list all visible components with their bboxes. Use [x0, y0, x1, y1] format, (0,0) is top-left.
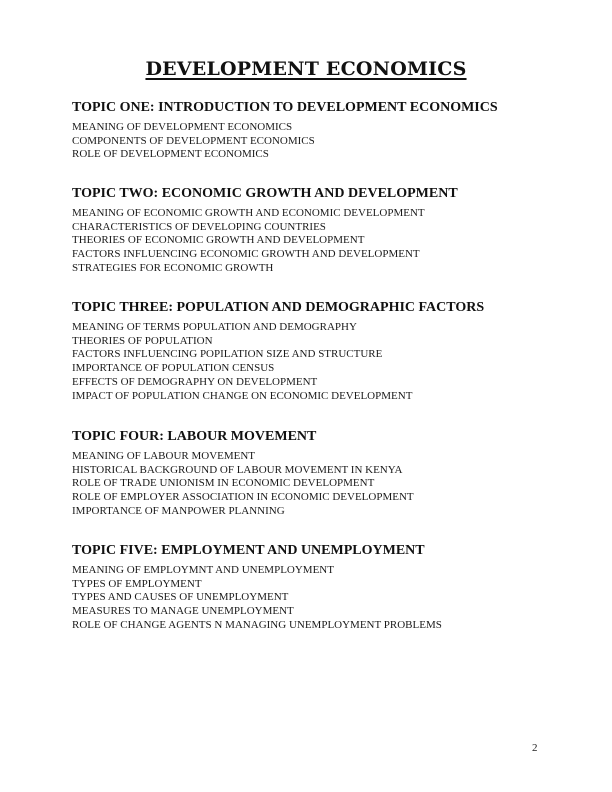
topic-heading: TOPIC THREE: POPULATION AND DEMOGRAPHIC FACTORS	[72, 300, 485, 315]
list-item: COMPONENTS OF DEVELOPMENT ECONOMICS	[72, 134, 315, 147]
topic-one	[72, 100, 498, 162]
list-item: THEORIES OF ECONOMIC GROWTH AND DEVELOPMENT	[72, 234, 365, 247]
list-item: HISTORICAL BACKGROUND OF LABOUR MOVEMENT IN KENYA	[72, 463, 403, 476]
list-item: ROLE OF DEVELOPMENT ECONOMICS	[72, 148, 269, 161]
topic-items	[72, 450, 414, 519]
topic-items	[72, 207, 458, 276]
list-item: TYPES OF EMPLOYMENT	[72, 577, 202, 590]
list-item: MEANING OF TERMS POPULATION AND DEMOGRAPHY	[72, 321, 357, 333]
list-item: MEANING OF ECONOMIC GROWTH AND ECONOMIC DEVELOPMENT	[72, 207, 425, 219]
topic-four	[72, 429, 414, 519]
topic-two	[72, 186, 458, 276]
list-item: IMPORTANCE OF POPULATION CENSUS	[72, 362, 275, 375]
list-item: MEASURES TO MANAGE UNEMPLOYMENT	[72, 605, 294, 618]
topic-heading: TOPIC ONE: INTRODUCTION TO DEVELOPMENT ECONOMICS	[72, 100, 498, 115]
topic-heading: TOPIC FIVE: EMPLOYMENT AND UNEMPLOYMENT	[72, 543, 425, 558]
list-item: IMPACT OF POPULATION CHANGE ON ECONOMIC DEVELOPMENT	[72, 389, 413, 402]
list-item: IMPORTANCE OF MANPOWER PLANNING	[72, 504, 285, 517]
topic-items	[72, 564, 442, 633]
page-title: DEVELOPMENT ECONOMICS	[145, 57, 467, 80]
list-item: STRATEGIES FOR ECONOMIC GROWTH	[72, 261, 274, 274]
list-item: MEANING OF DEVELOPMENT ECONOMICS	[72, 121, 293, 133]
list-item: MEANING OF LABOUR MOVEMENT	[72, 450, 256, 462]
topic-items	[72, 121, 498, 162]
topic-heading: TOPIC FOUR: LABOUR MOVEMENT	[72, 429, 317, 444]
list-item: FACTORS INFLUENCING ECONOMIC GROWTH AND DEVELOPMENT	[72, 248, 420, 261]
list-item: ROLE OF TRADE UNIONISM IN ECONOMIC DEVELOPMENT	[72, 477, 375, 490]
topic-heading: TOPIC TWO: ECONOMIC GROWTH AND DEVELOPMENT	[72, 186, 458, 201]
list-item: THEORIES OF POPULATION	[72, 334, 213, 347]
list-item: ROLE OF CHANGE AGENTS N MANAGING UNEMPLOYMENT PROBLEMS	[72, 618, 442, 631]
page-number: 2	[532, 742, 538, 754]
topic-five	[72, 543, 442, 633]
topic-three	[72, 300, 484, 403]
list-item: FACTORS INFLUENCING POPILATION SIZE AND STRUCTURE	[72, 348, 383, 361]
list-item: ROLE OF EMPLOYER ASSOCIATION IN ECONOMIC DEVELOPMENT	[72, 491, 414, 504]
topic-items	[72, 321, 484, 403]
list-item: TYPES AND CAUSES OF UNEMPLOYMENT	[72, 591, 289, 604]
list-item: CHARACTERISTICS OF DEVELOPING COUNTRIES	[72, 220, 326, 233]
list-item: MEANING OF EMPLOYMNT AND UNEMPLOYMENT	[72, 564, 334, 576]
list-item: EFFECTS OF DEMOGRAPHY ON DEVELOPMENT	[72, 375, 318, 388]
